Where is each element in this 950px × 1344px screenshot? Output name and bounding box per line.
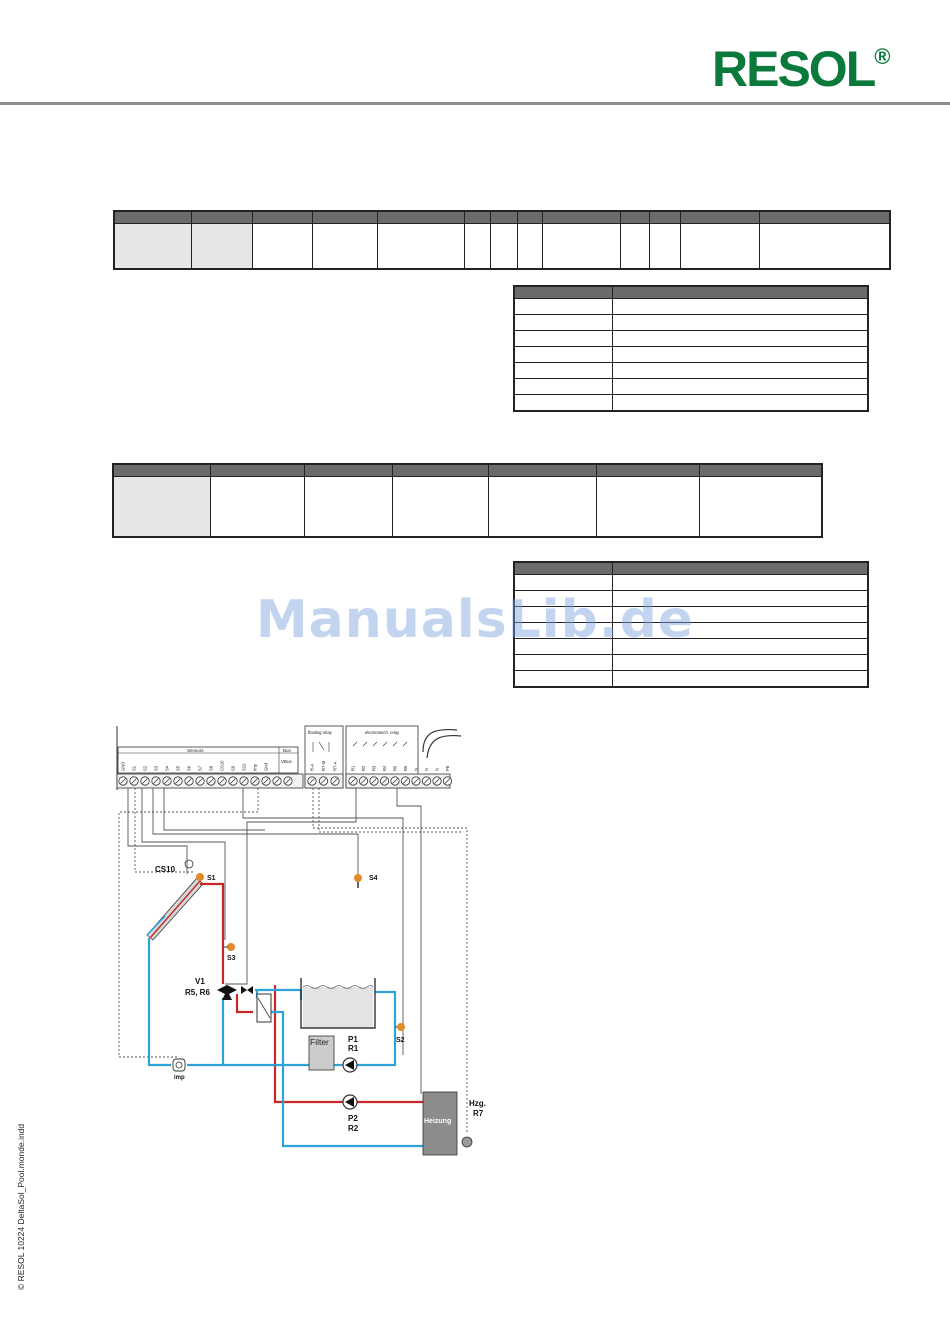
r5r6-label: R5, R6 — [185, 988, 210, 997]
spec-table-1 — [113, 210, 891, 270]
electromech-relay-label: electromech. relay — [365, 730, 400, 735]
sensor-terminal-label: S5 — [175, 765, 181, 771]
s4-label: S4 — [369, 875, 378, 882]
filter-label: Filter — [310, 1037, 329, 1047]
s2-label: S2 — [396, 1037, 405, 1044]
registered-mark: ® — [874, 44, 891, 69]
relay-terminal-label: R-A — [309, 763, 315, 771]
mech-terminal-label: R2 — [361, 765, 366, 771]
cs10-label: CS10 — [155, 865, 176, 874]
sensor-terminal-label: GND — [120, 761, 126, 771]
sensor-terminal-label: S8 — [208, 765, 214, 771]
r1-label: R1 — [348, 1044, 359, 1053]
spec-table-3 — [112, 463, 823, 538]
system-diagram — [105, 722, 495, 1162]
sensor-terminal-label: S1 — [131, 765, 137, 771]
spec-table-2 — [513, 285, 869, 412]
r2-label: R2 — [348, 1124, 359, 1133]
brand-logo — [712, 41, 891, 97]
brand-name: RESOL — [712, 41, 875, 97]
mech-terminal-label: R6 — [403, 765, 408, 771]
watermark: ManualsLib.de — [255, 590, 695, 650]
mech-terminal-label: PE — [445, 765, 450, 771]
mech-terminal-label: R4 — [382, 765, 387, 771]
sensor-terminal-label: S2 — [142, 765, 148, 771]
sensors-group-label: Sensors — [187, 748, 204, 753]
mech-terminal-label: N — [434, 767, 440, 771]
s3-label: S3 — [227, 955, 236, 962]
v1-label: V1 — [195, 977, 205, 986]
heizung-label: Heizung — [424, 1118, 452, 1125]
mech-terminal-label: R5 — [392, 765, 398, 771]
sensor-terminal-label: S9 — [230, 765, 236, 771]
footer-credit: © RESOL 10224 DeltaSol_Pool.monde.indd — [16, 1123, 26, 1290]
mech-terminal-label: N — [413, 767, 419, 771]
sensor-terminal-label: S4 — [164, 765, 170, 771]
sensor-terminal-label: S6 — [186, 765, 192, 771]
vbus-label: VBus — [281, 759, 292, 764]
sensor-terminal-label: S10 — [241, 763, 247, 771]
sensor-terminal-label: CS10 — [219, 760, 225, 771]
p2-label: P2 — [348, 1114, 358, 1123]
bus-group-label: Bus — [283, 748, 291, 753]
r7-label: R7 — [473, 1109, 484, 1118]
header-rule — [0, 102, 950, 105]
relay-terminal-label: R7-A — [332, 761, 338, 771]
relay-terminal-label: R7-M — [321, 760, 326, 771]
sensor-terminal-label: Imp — [252, 764, 258, 771]
floating-relay-label: floating relay — [308, 730, 332, 735]
sensor-terminal-label: S3 — [153, 765, 159, 771]
sensor-terminal-label: S7 — [197, 765, 203, 771]
s1-label: S1 — [207, 875, 216, 882]
sensor-terminal-label: Gnd — [263, 763, 269, 771]
hzg-label: Hzg. — [469, 1099, 486, 1108]
mech-terminal-label: R1 — [350, 765, 356, 771]
imp-label: imp — [174, 1075, 185, 1081]
mech-terminal-label: N — [424, 767, 429, 771]
mech-terminal-label: R3 — [371, 765, 377, 771]
p1-label: P1 — [348, 1035, 358, 1044]
